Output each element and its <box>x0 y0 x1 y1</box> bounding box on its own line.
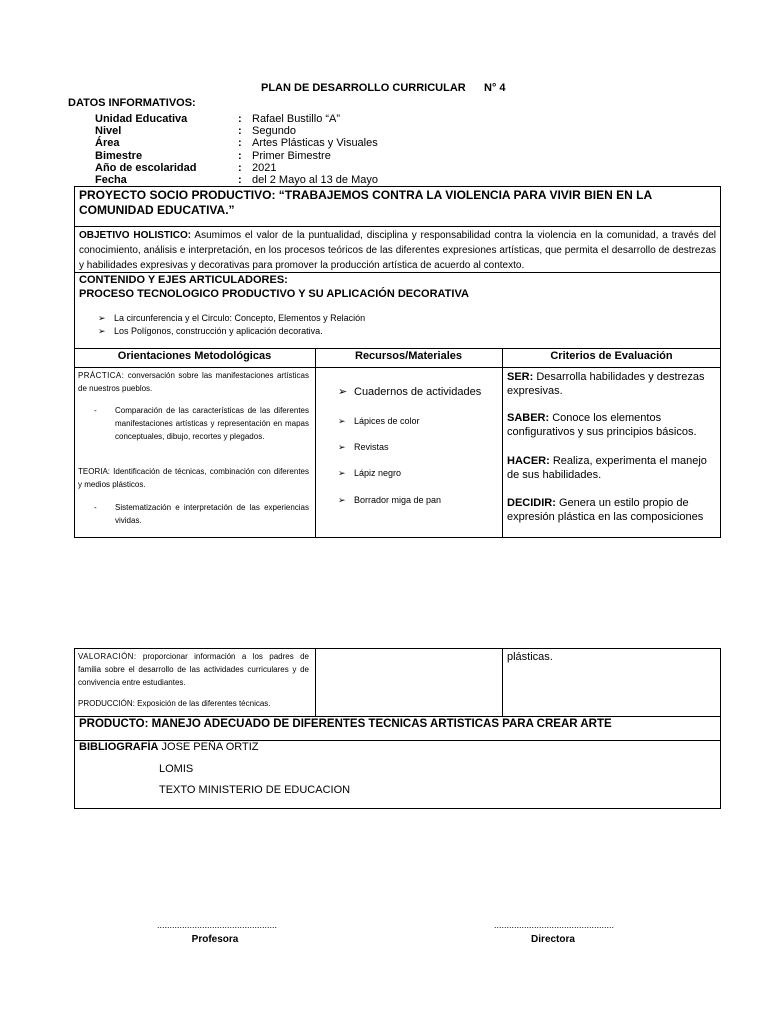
practica-text: conversación sobre las manifestaciones artísticas de nuestros pueblos. <box>78 371 309 393</box>
criterio-text: Conoce los elementos configurativos y sus principios básicos. <box>507 412 697 438</box>
signature-name-profesora: Profesora <box>191 934 239 945</box>
criterio-text: Genera un estilo propio de expresión plástica en las composiciones <box>507 497 704 523</box>
arrow-bullet-icon: ➢ <box>338 442 346 452</box>
column-header-orientaciones: Orientaciones Metodológicas <box>117 350 272 362</box>
contenido-text: Los Polígonos, construcción y aplicación decorativa. <box>114 326 323 336</box>
divider <box>74 716 721 717</box>
criterio-label: HACER: <box>507 455 550 467</box>
criterio-saber <box>507 411 717 439</box>
criterio-label: SABER: <box>507 412 550 424</box>
info-value: Rafael Bustillo “A” <box>252 113 341 125</box>
signature-line-profesora: ................................................ <box>157 920 278 930</box>
criterio-hacer <box>507 454 717 482</box>
teoria-label: TEORIA: <box>78 467 111 476</box>
bibliografia-item: JOSE PEÑA ORTIZ <box>161 741 259 753</box>
recurso-item <box>338 416 420 427</box>
arrow-bullet-icon: ➢ <box>338 416 346 426</box>
info-label: Bimestre <box>95 149 143 162</box>
recurso-text: Revistas <box>354 442 389 452</box>
document-title: PLAN DE DESARROLLO CURRICULAR <box>261 82 466 94</box>
teoria-paragraph <box>78 465 309 491</box>
criterio-text: Desarrolla habilidades y destrezas expresivas. <box>507 371 705 397</box>
divider <box>74 367 721 368</box>
document-number: N° 4 <box>484 82 506 94</box>
column-divider <box>502 348 503 538</box>
bibliografia-row <box>79 741 259 753</box>
dash-bullet: - <box>94 503 97 512</box>
contenido-text: La circunferencia y el Circulo: Concepto, Elementos y Relación <box>114 313 366 323</box>
produccion-text: Exposición de las diferentes técnicas. <box>137 699 271 708</box>
proyecto-socio-productivo: PROYECTO SOCIO PRODUCTIVO: “TRABAJEMOS CONTRA LA VIOLENCIA PARA VIVIR BIEN EN LA COMUNIDAD EDUCATIVA.” <box>79 188 652 217</box>
contenido-subheading: PROCESO TECNOLOGICO PRODUCTIVO Y SU APLICACIÓN DECORATIVA <box>79 288 469 300</box>
recurso-text: Lápiz negro <box>354 468 402 478</box>
signature-name-directora: Directora <box>531 934 575 945</box>
criterio-continuation: plásticas. <box>507 651 553 663</box>
criterio-label: DECIDIR: <box>507 497 556 509</box>
column-header-criterios: Criterios de Evaluación <box>550 350 673 362</box>
datos-heading: DATOS INFORMATIVOS: <box>68 97 196 109</box>
signature-line-directora: ................................................ <box>494 920 615 930</box>
info-colon: : <box>238 113 242 125</box>
info-colon: : <box>238 125 242 138</box>
criterio-ser <box>507 370 717 398</box>
valoracion-paragraph <box>78 650 309 689</box>
recurso-item <box>338 442 389 453</box>
criterio-label: SER: <box>507 371 534 383</box>
recurso-item <box>338 385 481 398</box>
dash-bullet: - <box>94 406 97 415</box>
arrow-bullet-icon: ➢ <box>98 313 106 323</box>
produccion-label: PRODUCCIÓN: <box>78 699 135 708</box>
divider <box>74 348 721 349</box>
practica-label: PRÁCTICA: <box>78 371 125 380</box>
contenido-item <box>98 325 323 338</box>
bibliografia-label: BIBLIOGRAFÍA <box>79 741 159 753</box>
info-colon: : <box>238 173 242 186</box>
arrow-bullet-icon: ➢ <box>98 326 106 336</box>
arrow-bullet-icon: ➢ <box>338 386 348 398</box>
recurso-text: Cuadernos de actividades <box>354 386 482 398</box>
column-divider <box>502 648 503 716</box>
info-label: Fecha <box>95 173 127 186</box>
objetivo-label: OBJETIVO HOLISTICO: <box>79 230 192 241</box>
valoracion-text: proporcionar información a los padres de familia sobre el desarrollo de las actividades curriculares y de convivencia entre estudiantes. <box>78 652 309 687</box>
info-label: Año de escolaridad <box>95 161 197 174</box>
column-divider <box>315 648 316 716</box>
info-value: del 2 Mayo al 13 de Mayo <box>252 173 378 186</box>
objetivo-text: Asumimos el valor de la puntualidad, disciplina y responsabilidad contra la violencia en la comunidad, a través del conocimiento, análisis e interpretación, en los procesos teóricos de las diferentes expresiones artísticas, que permita el desarrollo de destrezas y habilidades expresivas y decorativas para promover la producción artística de acuerdo al contexto. <box>79 230 717 271</box>
teoria-text: Identificación de técnicas, combinación con diferentes y medios plásticos. <box>78 467 309 489</box>
column-divider <box>315 348 316 538</box>
info-value: Primer Bimestre <box>252 149 331 162</box>
column-header-recursos: Recursos/Materiales <box>355 350 462 362</box>
arrow-bullet-icon: ➢ <box>338 495 346 505</box>
valoracion-label: VALORACIÓN: <box>78 652 137 661</box>
recurso-item <box>338 468 401 479</box>
info-value: Artes Plásticas y Visuales <box>252 137 378 150</box>
arrow-bullet-icon: ➢ <box>338 468 346 478</box>
practica-paragraph <box>78 369 309 395</box>
info-label: Nivel <box>95 125 122 138</box>
info-label: Unidad Educativa <box>95 113 188 125</box>
bibliografia-item: TEXTO MINISTERIO DE EDUCACION <box>159 784 351 796</box>
objetivo-holistico <box>79 228 716 273</box>
teoria-item: Sistematización e interpretación de las experiencias vividas. <box>115 503 309 525</box>
recurso-text: Lápices de color <box>354 416 420 426</box>
recurso-text: Borrador miga de pan <box>354 495 442 505</box>
divider <box>74 226 721 227</box>
contenido-heading: CONTENIDO Y EJES ARTICULADORES: <box>79 274 288 286</box>
practica-item: Comparación de las características de las diferentes manifestaciones artísticas y representación en mapas conceptuales, dibujo, recortes y plegados. <box>115 406 309 441</box>
producto: PRODUCTO: MANEJO ADECUADO DE DIFERENTES TECNICAS ARTISTICAS PARA CREAR ARTE <box>79 718 612 730</box>
criterio-decidir <box>507 496 717 524</box>
info-colon: : <box>238 161 242 174</box>
bibliografia-item: LOMIS <box>159 763 194 775</box>
info-colon: : <box>238 137 242 150</box>
produccion-paragraph <box>78 697 309 710</box>
info-label: Área <box>95 137 120 150</box>
info-value: Segundo <box>252 125 297 138</box>
criterio-text: Realiza, experimenta el manejo de sus habilidades. <box>507 455 707 481</box>
recurso-item <box>338 495 441 506</box>
info-colon: : <box>238 149 242 162</box>
contenido-item <box>98 312 365 325</box>
info-value: 2021 <box>252 161 277 174</box>
